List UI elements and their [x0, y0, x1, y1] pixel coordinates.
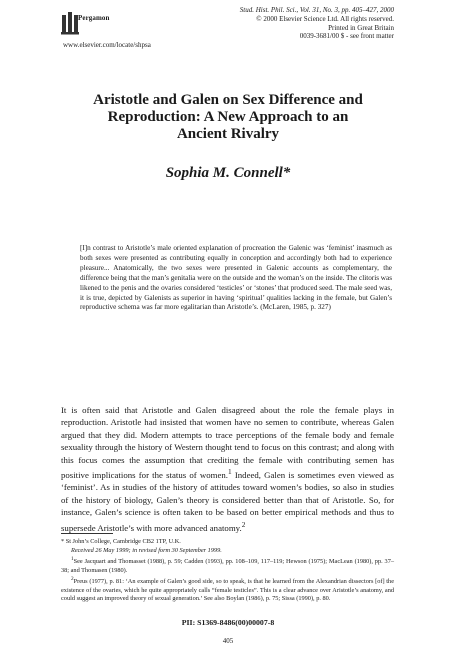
title-line: Ancient Rivalry [176, 126, 280, 142]
page-header [0, 0, 456, 80]
footnote-number: 1 [71, 556, 74, 562]
received-dates: Received 26 May 1999; in revised form 30 September 1999. [71, 546, 222, 554]
title-line: Aristotle and Galen on Sex Difference and [93, 92, 363, 108]
body-text-part: It is often said that Aristotle and Galen disagreed about the role the female plays in reproduction. Aristotle had insisted that women have no semen to contribute, whereas Galen argued that they did. Modern attempts to trace perceptions of the female body and female sexuality through the history of Western thought tend to focus on this contrast; and along with this focus comes the assumption that crediting the female with contributing semen has positive implications for the status of women. [61, 405, 394, 480]
pii-identifier: PII: S1369-8486(00)00007-8 [181, 618, 275, 627]
journal-citation: Stud. Hist. Phil. Sci., Vol. 31, No. 3, pp. 405–427, 2000 [239, 6, 394, 14]
article-title [40, 92, 416, 143]
footnote-text: See Jacquart and Thomasset (1988), p. 59; Cadden (1993), pp. 108–109, 117–119; Hewson (1975); MacLean (1980), pp. 37–38; and Thomasen (1980). [61, 558, 394, 574]
footnote-ref: 2 [241, 519, 246, 529]
page-number: 405 [222, 637, 234, 645]
publisher-logo [60, 8, 150, 38]
footnote-1 [61, 555, 394, 575]
issn-line: 0039-3681/00 $ - see front matter [299, 32, 394, 41]
journal-info [184, 6, 394, 41]
footnote-divider [61, 533, 113, 534]
footnotes [61, 538, 394, 604]
author-affiliation: * St John’s College, Cambridge CB2 1TP, U.K. [61, 538, 181, 545]
author-name: Sophia M. Connell* [165, 165, 291, 181]
epigraph-quote: [I]n contrast to Aristotle’s male oriented explanation of procreation the Galenic was ‘feminist’ inasmuch as both sexes were presented as contributing equally in conception and accordingly both had to experience pleasure... Anatomically, the two sexes were presented in Galenic accounts as complementary, the difference being that the man’s genitalia were on the outside and the woman’s on the inside. The clitoris was likened to the penis and the ovaries considered ‘testicles’ or ‘stones’ that produced seed. The male seed was, it is true, depicted by Galenists as superior in having ‘spiritual’ qualities lacking in the female, but Galen’s reproductive schema was far more egalitarian than Aristotle’s. (McLaren, 1985, p. 327) [80, 244, 392, 312]
journal-url: www.elsevier.com/locate/shpsa [63, 41, 151, 49]
footnote-ref: 1 [227, 467, 232, 477]
pergamon-logo-icon [60, 10, 80, 36]
footnote-number: 2 [71, 576, 74, 583]
body-paragraph [61, 404, 394, 534]
title-line: Reproduction: A New Approach to an [107, 109, 349, 125]
printed-line: Printed in Great Britain [328, 23, 394, 32]
footnote-text: Preus (1977), p. 81: ‘An example of Galen’s good side, so to speak, is that he learned from the Alexandrian dissectors [of] the existence of the ovaries, which he quite appropriately calls “female testicles”. This is a clear advance over Aristotle’s anatomy, and could suggest an improved theory of sexual generation.’ See also Boylan (1986), p. 75; Sissa (1990), p. 80. [61, 578, 394, 603]
body-text-part: Indeed, Galen is sometimes even viewed as ‘feminist’. As in studies of the history of attitudes toward women’s bodies, so also in studies of the history of biology, Galen’s theory is considered better than that of Aristotle. So, for instance, Galen’s science is often taken to be based on better empirical methods and thus to supersede Aristotle’s with more advanced anatomy. [61, 469, 394, 533]
footnote-2 [61, 575, 394, 604]
publisher-name: Pergamon [78, 14, 110, 22]
copyright-line: © 2000 Elsevier Science Ltd. All rights reserved. [256, 14, 394, 23]
